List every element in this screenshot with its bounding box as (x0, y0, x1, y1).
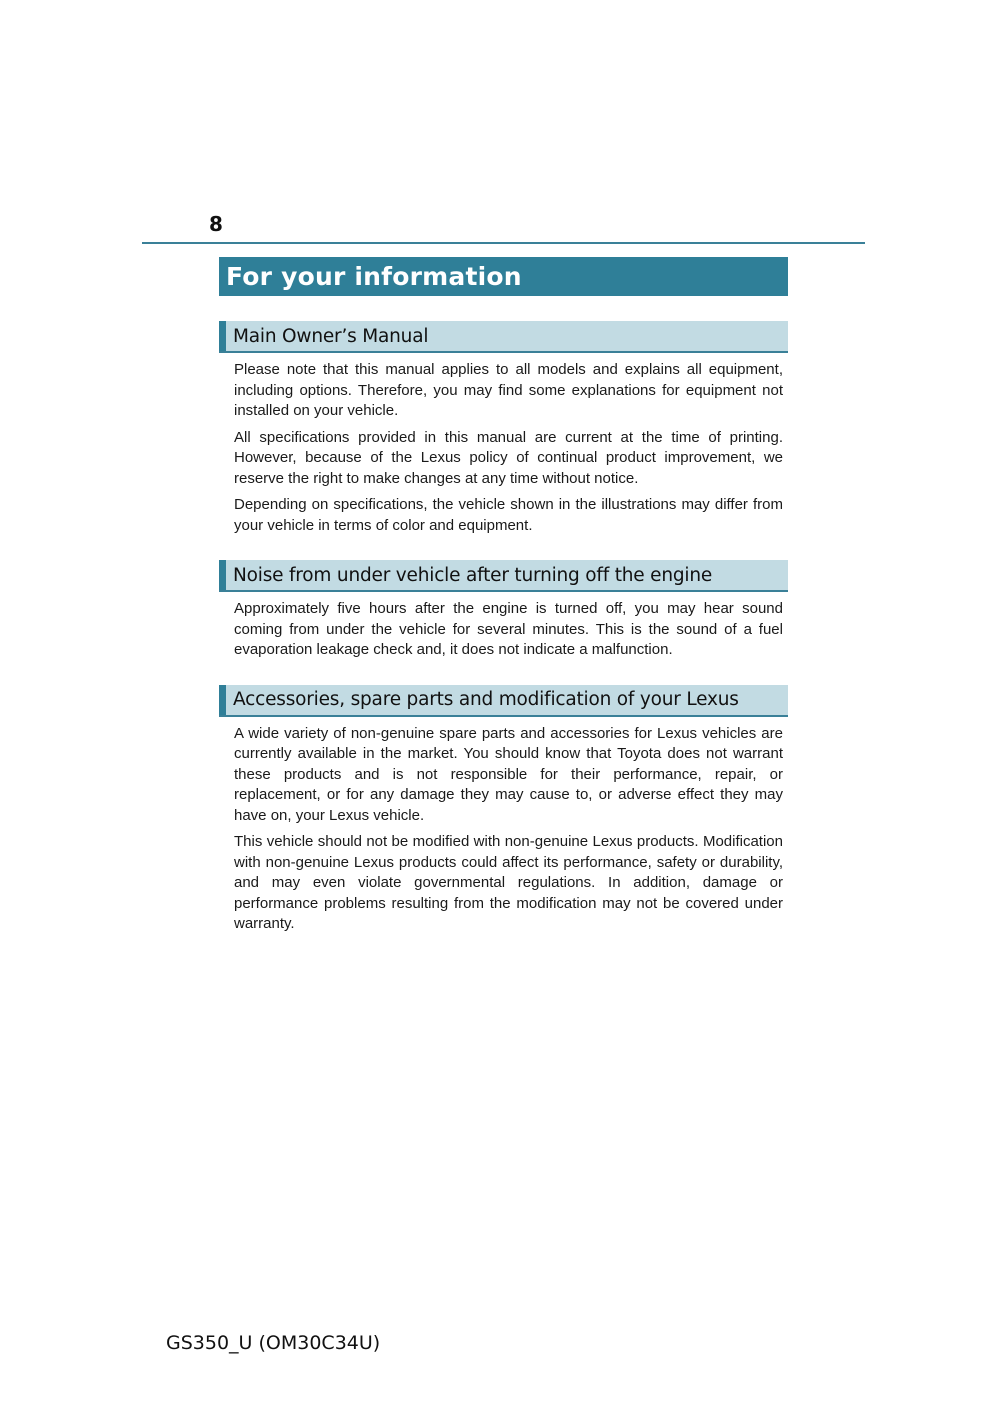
section-body (219, 717, 788, 935)
page-title-bar (219, 257, 788, 296)
paragraph: Approximately five hours after the engine is turned off, you may hear sound coming from under the vehicle for several minutes. This is the sound of a fuel evaporation leakage check and, it does not indicate a malfunction. (234, 600, 783, 658)
section-title: Accessories, spare parts and modification of your Lexus (233, 689, 739, 710)
paragraph: All specifications provided in this manual are current at the time of printing. However, because of the Lexus policy of continual product improvement, we reserve the right to make changes at any time without notice. (234, 428, 783, 487)
section-accent-bar (219, 560, 226, 590)
section-body (219, 353, 788, 536)
paragraph: Depending on specifications, the vehicle shown in the illustrations may differ from your vehicle in terms of color and equipment. (234, 496, 783, 534)
section-header (219, 321, 788, 353)
section-accessories-modification (219, 685, 788, 935)
section-body (219, 592, 788, 661)
paragraph: This vehicle should not be modified with non-genuine Lexus products. Modification with non-genuine Lexus products could affect its performance, safety or durability, and may even violate governmental regulations. In addition, damage or performance problems resulting from the modification may not be covered under warranty. (234, 833, 783, 932)
content (219, 321, 788, 959)
paragraph: A wide variety of non-genuine spare parts and accessories for Lexus vehicles are currently available in the market. You should know that Toyota does not warrant these products and is not responsible for their performance, repair, or replacement, or for any damage they may cause to, or adverse effect they may have on, your Lexus vehicle. (234, 724, 783, 824)
paragraph: Please note that this manual applies to all models and explains all equipment, including options. Therefore, you may find some explanations for equipment not installed on your vehicle. (234, 361, 783, 419)
section-title: Noise from under vehicle after turning off the engine (233, 564, 713, 586)
footer-model-code: GS350_U (OM30C34U) (166, 1332, 381, 1354)
page-title: For your information (226, 262, 522, 291)
page-number: 8 (209, 212, 223, 236)
section-main-owners-manual (219, 321, 788, 536)
section-accent-bar (219, 321, 226, 351)
section-title: Main Owner’s Manual (233, 325, 429, 347)
header-rule (142, 242, 865, 244)
section-header (219, 560, 788, 592)
section-accent-bar (219, 685, 226, 715)
section-header (219, 685, 788, 717)
section-noise-after-engine-off (219, 560, 788, 661)
